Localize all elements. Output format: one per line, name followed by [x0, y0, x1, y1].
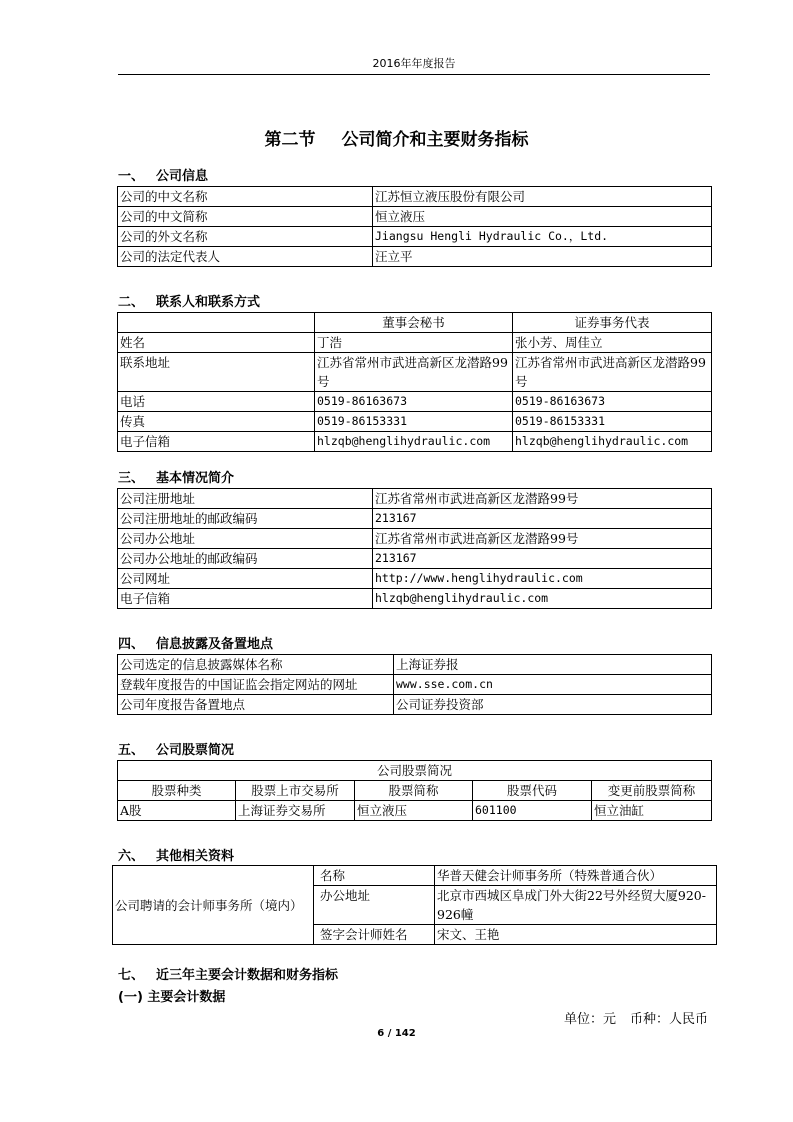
table-row: 公司的外文名称 Jiangsu Hengli Hydraulic Co.，Ltd. [118, 227, 712, 247]
table-row: 公司的法定代表人 汪立平 [118, 247, 712, 267]
heading-other: 六、 其他相关资料 [118, 849, 235, 864]
table-row: 电子信箱 hlzqb@henglihydraulic.com hlzqb@henglihydraulic.com [118, 432, 712, 452]
email-link[interactable]: hlzqb@henglihydraulic.com [513, 432, 712, 452]
table-row: 电子信箱 hlzqb@henglihydraulic.com [118, 589, 712, 609]
email-link[interactable]: hlzqb@henglihydraulic.com [315, 432, 513, 452]
website-link[interactable]: www.sse.com.cn [394, 675, 712, 695]
table-row: 股票种类 股票上市交易所 股票简称 股票代码 变更前股票简称 [118, 781, 712, 801]
table-row: 传真 0519-86153331 0519-86153331 [118, 412, 712, 432]
heading-basic-info: 三、 基本情况简介 [118, 471, 235, 486]
table-row: 公司注册地址 江苏省常州市武进高新区龙潜路99号 [118, 489, 712, 509]
section-name: 公司简介和主要财务指标 [341, 130, 529, 150]
stock-table [117, 760, 712, 821]
table-row: A股 上海证券交易所 恒立液压 601100 恒立油缸 [118, 801, 712, 821]
table-row: 公司注册地址的邮政编码 213167 [118, 509, 712, 529]
table-row: 登载年度报告的中国证监会指定网站的网址 www.sse.com.cn [118, 675, 712, 695]
page-header: 2016年年度报告 [118, 54, 710, 75]
table-row: 电话 0519-86163673 0519-86163673 [118, 392, 712, 412]
heading-disclosure: 四、 信息披露及备置地点 [118, 637, 274, 652]
table-row: 公司办公地址 江苏省常州市武进高新区龙潜路99号 [118, 529, 712, 549]
section-number: 第二节 [264, 130, 316, 150]
website-link[interactable]: http://www.henglihydraulic.com [373, 569, 712, 589]
company-info-table [117, 186, 712, 267]
section-title [0, 125, 793, 150]
table-row: 公司网址 http://www.henglihydraulic.com [118, 569, 712, 589]
table-row: 董事会秘书 证券事务代表 [118, 313, 712, 333]
table-row: 联系地址 江苏省常州市武进高新区龙潜路99号 江苏省常州市武进高新区龙潜路99号 [118, 353, 712, 392]
table-row: 姓名 丁浩 张小芳、周佳立 [118, 333, 712, 353]
table-row: 公司选定的信息披露媒体名称 上海证券报 [118, 655, 712, 675]
heading-company-info: 一、 公司信息 [118, 169, 209, 184]
subheading-accounting-data: (一) 主要会计数据 [118, 990, 226, 1005]
auditor-table [112, 865, 717, 945]
contacts-table [117, 312, 712, 452]
heading-stock: 五、 公司股票简况 [118, 743, 235, 758]
heading-financial: 七、 近三年主要会计数据和财务指标 [118, 968, 339, 983]
email-link[interactable]: hlzqb@henglihydraulic.com [373, 589, 712, 609]
table-row: 办公地址 北京市西城区阜成门外大街22号外经贸大厦920-926幢 [113, 886, 717, 925]
disclosure-table [117, 654, 712, 715]
table-row: 公司的中文名称 江苏恒立液压股份有限公司 [118, 187, 712, 207]
page-number: 6 / 142 [377, 1028, 416, 1039]
table-row: 公司股票简况 [118, 761, 712, 781]
table-row: 公司的中文简称 恒立液压 [118, 207, 712, 227]
table-row: 公司办公地址的邮政编码 213167 [118, 549, 712, 569]
table-row: 公司聘请的会计师事务所（境内） 名称 华普天健会计师事务所（特殊普通合伙） [113, 866, 717, 886]
unit-note: 单位：元 币种：人民币 [563, 1012, 708, 1027]
basic-info-table [117, 488, 712, 609]
heading-contacts: 二、 联系人和联系方式 [118, 295, 261, 310]
table-row: 公司年度报告备置地点 公司证券投资部 [118, 695, 712, 715]
table-row: 签字会计师姓名 宋文、王艳 [113, 925, 717, 945]
